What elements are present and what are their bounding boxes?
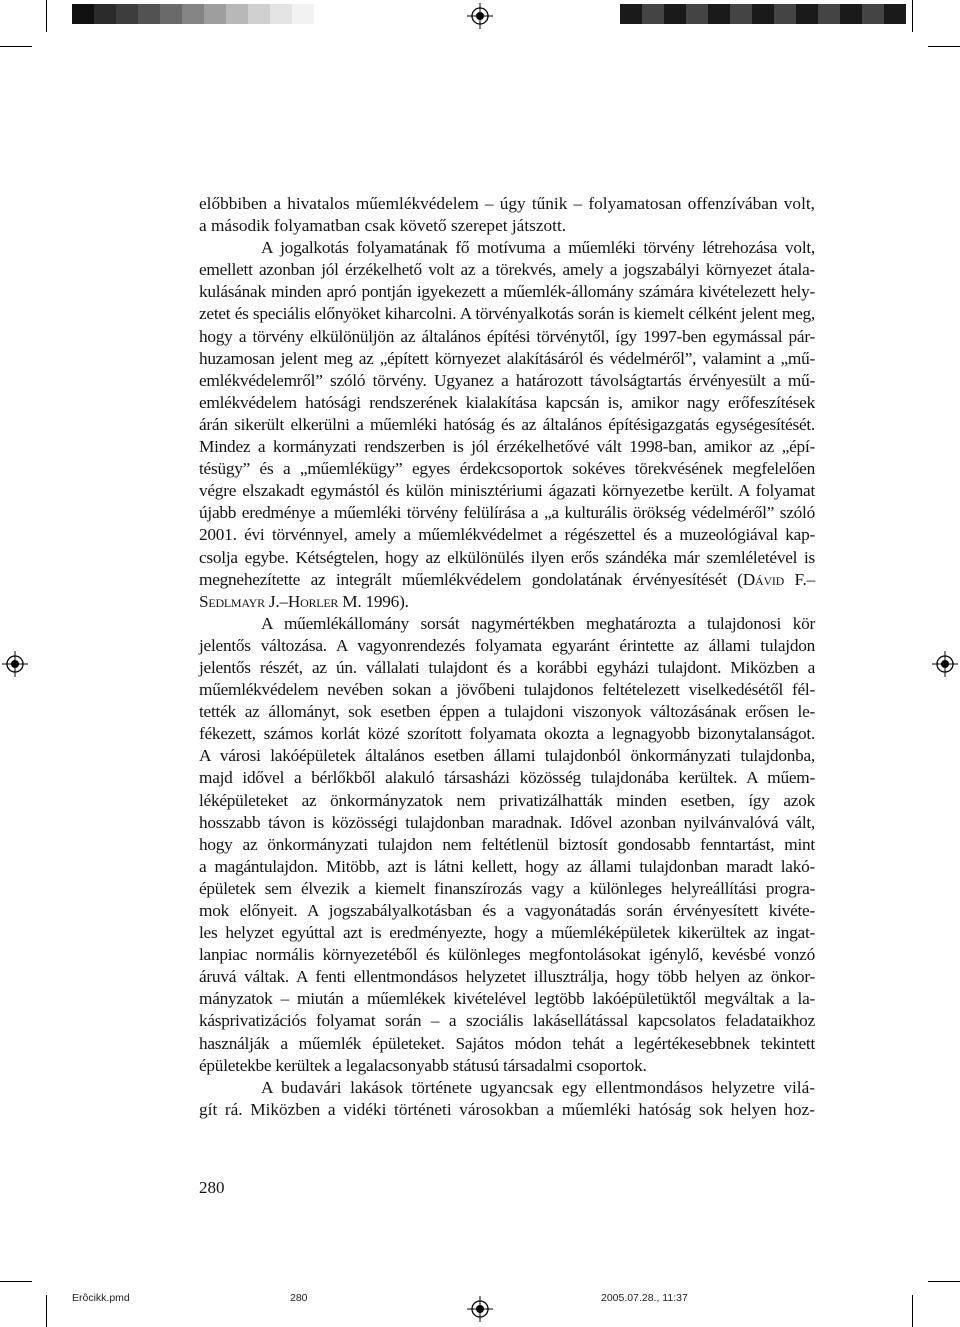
- text-line: hogy a törvény elkülönüljön az általános építési törvénytől, így 1997-ben egymással pár-: [199, 326, 815, 346]
- text-line: A budavári lakások története ugyancsak egy ellentmondásos helyzetre vilá-: [261, 1077, 815, 1097]
- gray-swatch: [116, 4, 138, 24]
- text-line: használják a műemlék épületeket. Sajátos módon tehát a legértékesebbnek tekintett: [199, 1033, 815, 1053]
- text-line: műemlékvédelem nevében sokan a jövőbeni tulajdonos feltételezett viselkedésétől fél-: [199, 680, 815, 700]
- text-line: végre elszakadt egymástól és külön minisztériumi ágazati környezetbe került. A folyamat: [199, 481, 815, 501]
- text-line: A műemlékállomány sorsát nagymértékben meghatározta a tulajdonosi kör: [261, 613, 815, 633]
- paragraph-3: [199, 613, 815, 1077]
- footer-datetime: 2005.07.28., 11:37: [601, 1292, 688, 1304]
- crop-mark-bottom-right-vertical: [912, 1295, 913, 1327]
- gray-swatch: [160, 4, 182, 24]
- text-line: tésügy” és a „műemlékügy” egyes érdekcsoportok sokéves törekvésének megfelelően: [199, 459, 815, 479]
- gray-swatch: [72, 4, 94, 24]
- text-line: emlékvédelem hatósági rendszerének kialakítása kapcsán is, amikor nagy erőfeszítések: [199, 392, 815, 412]
- crop-mark-top-left-vertical: [46, 0, 47, 32]
- text-line: majd idővel a bérlőkből alakuló társasházi közösség tulajdonába kerültek. A műem-: [199, 768, 815, 788]
- paragraph-2: [199, 237, 815, 613]
- text-line: kulásának minden apró pontján igyekezett a műemlék-állomány számára kivételezett hely-: [199, 282, 815, 302]
- calibration-bar-right: [620, 4, 906, 24]
- gray-swatch: [708, 4, 730, 24]
- gray-swatch: [270, 4, 292, 24]
- calibration-bar-gray: [72, 4, 314, 24]
- text-line: emellett azonban jól érzékelhető volt az a törekvés, amely a jogszabályi környezet átala-: [199, 260, 815, 280]
- text-line: újabb eredménye a műemléki törvény felülírása a „a kulturális örökség védelméről” szóló: [199, 503, 815, 523]
- gray-swatch: [796, 4, 818, 24]
- crop-mark-bottom-right-horizontal: [928, 1281, 960, 1282]
- text-line: huzamosan jelent meg az „épített környezet alakításáról és védelméről”, valamint a „mű-: [199, 348, 815, 368]
- text-line: mok előnyeit. A jogszabályalkotásban és a vagyonátadás során érvényesített kivéte-: [199, 901, 815, 920]
- gray-swatch: [862, 4, 884, 24]
- paragraph-4: [199, 1077, 815, 1121]
- text-line: lanpiac normális környezetéből és különleges megfontolásokat igénylő, kevésbé vonzó: [199, 945, 815, 965]
- text-line: jelentős részét, az ún. vállalati tulajdont és a korábbi egyházi tulajdont. Miközben a: [199, 657, 815, 677]
- text-line: kásprivatizációs folyamat során – a szociális lakásellátással kapcsolatos feladataikhoz: [199, 1011, 815, 1031]
- gray-swatch: [818, 4, 840, 24]
- text-line: épületek sem élvezik a kiemelt finanszírozás vagy a különleges helyreállítási progra-: [199, 878, 815, 898]
- text-line: A városi lakóépületek általános esetben állami tulajdonból önkormányzati tulajdonba,: [199, 746, 815, 766]
- text-line: Sedlmayr J.–Horler M. 1996).: [199, 591, 409, 611]
- gray-swatch: [182, 4, 204, 24]
- text-line: hogy az önkormányzati tulajdon nem feltétlenül biztosít gondosabb fenntartást, mint: [199, 834, 815, 854]
- text-line: fékezett, számos korlát közé szorított folyamata okozta a legnagyobb bizonytalanságot.: [199, 724, 815, 744]
- gray-swatch: [204, 4, 226, 24]
- footer-file: Erôcikk.pmd: [72, 1292, 130, 1304]
- text-line: les helyzet egyúttal azt is eredményezte, hogy a műemléképületek kikerültek az ingat-: [199, 923, 815, 943]
- gray-swatch: [138, 4, 160, 24]
- text-line: megnehezítette az integrált műemlékvédelem gondolatának érvényesítését (Dávid F.–: [199, 569, 815, 589]
- text-line: 2001. évi törvénnyel, amely a műemlékvédelmet a régészettel és a muzeológiával kap-: [199, 525, 815, 545]
- text-line: csolja egybe. Kétségtelen, hogy az elkülönülés ilyen erős szándéka már szemléletével is: [199, 547, 815, 567]
- gray-swatch: [248, 4, 270, 24]
- gray-swatch: [620, 4, 642, 24]
- text-line: áruvá váltak. A fenti ellentmondásos helyzetet illusztrálja, hogy több helyen az önkor-: [199, 967, 815, 987]
- text-line: előbbiben a hivatalos műemlékvédelem – úgy tűnik – folyamatosan offenzívában volt,: [199, 194, 815, 213]
- crop-mark-top-right-horizontal: [928, 46, 960, 47]
- footer-page: 280: [290, 1292, 308, 1304]
- crop-mark-top-left-horizontal: [0, 46, 32, 47]
- crop-mark-bottom-left-vertical: [46, 1295, 47, 1327]
- gray-swatch: [840, 4, 862, 24]
- text-line: gít rá. Miközben a vidéki történeti városokban a műemléki hatóság sok helyen hoz-: [199, 1099, 815, 1119]
- text-line: a második folyamatban csak követő szerepet játszott.: [199, 216, 567, 236]
- gray-swatch: [752, 4, 774, 24]
- crop-mark-top-right-vertical: [912, 0, 913, 32]
- body-text: [199, 193, 815, 1121]
- text-line: jelentős változása. A vagyonrendezés folyamata egyaránt érintette az állami tulajdon: [199, 635, 815, 655]
- text-line: árán sikerült elkerülni a műemléki hatóság és az általános építésigazgatás egységesítését.: [199, 414, 815, 434]
- registration-target-icon: [2, 651, 28, 677]
- registration-target-icon: [932, 651, 958, 677]
- text-line: épületekbe kerültek a legalacsonyabb státusú társadalmi csoportok.: [199, 1055, 647, 1075]
- gray-swatch: [664, 4, 686, 24]
- text-line: hosszabb távon is közösségi tulajdonban maradnak. Idővel azonban nyilvánvalóvá vált,: [199, 812, 815, 832]
- gray-swatch: [730, 4, 752, 24]
- text-line: léképületeket az önkormányzatok nem privatizálhatták minden esetben, így azok: [199, 790, 815, 810]
- crop-mark-bottom-left-horizontal: [0, 1281, 32, 1282]
- text-line: mányzatok – miután a műemlékek kivételével legtöbb lakóépületüktől megváltak a la-: [199, 989, 815, 1009]
- text-line: A jogalkotás folyamatának fő motívuma a műemléki törvény létrehozása volt,: [261, 238, 815, 258]
- gray-swatch: [94, 4, 116, 24]
- paragraph-1: [199, 193, 815, 237]
- gray-swatch: [774, 4, 796, 24]
- gray-swatch: [642, 4, 664, 24]
- gray-swatch: [292, 4, 314, 24]
- gray-swatch: [686, 4, 708, 24]
- gray-swatch: [884, 4, 906, 24]
- gray-swatch: [226, 4, 248, 24]
- text-line: emlékvédelemről” szóló törvény. Ugyanez a határozott távolságtartás érvényesült a mű-: [199, 370, 815, 390]
- text-line: zetet és speciális előnyöket kiharcolni. A törvényalkotás során is kiemelt célként jelent meg,: [199, 304, 815, 324]
- text-line: a magántulajdon. Mitöbb, azt is látni kellett, hogy az állami tulajdonban maradt lakó-: [199, 856, 815, 876]
- page-number: 280: [199, 1178, 225, 1197]
- registration-target-icon: [467, 3, 493, 29]
- text-line: tették az állományt, sok esetben éppen a tulajdoni viszonyok változásának erősen le-: [199, 702, 815, 722]
- registration-target-icon: [467, 1296, 493, 1322]
- text-line: Mindez a kormányzati rendszerben is jól érzékelhetővé vált 1998-ban, amikor az „épí-: [199, 437, 815, 457]
